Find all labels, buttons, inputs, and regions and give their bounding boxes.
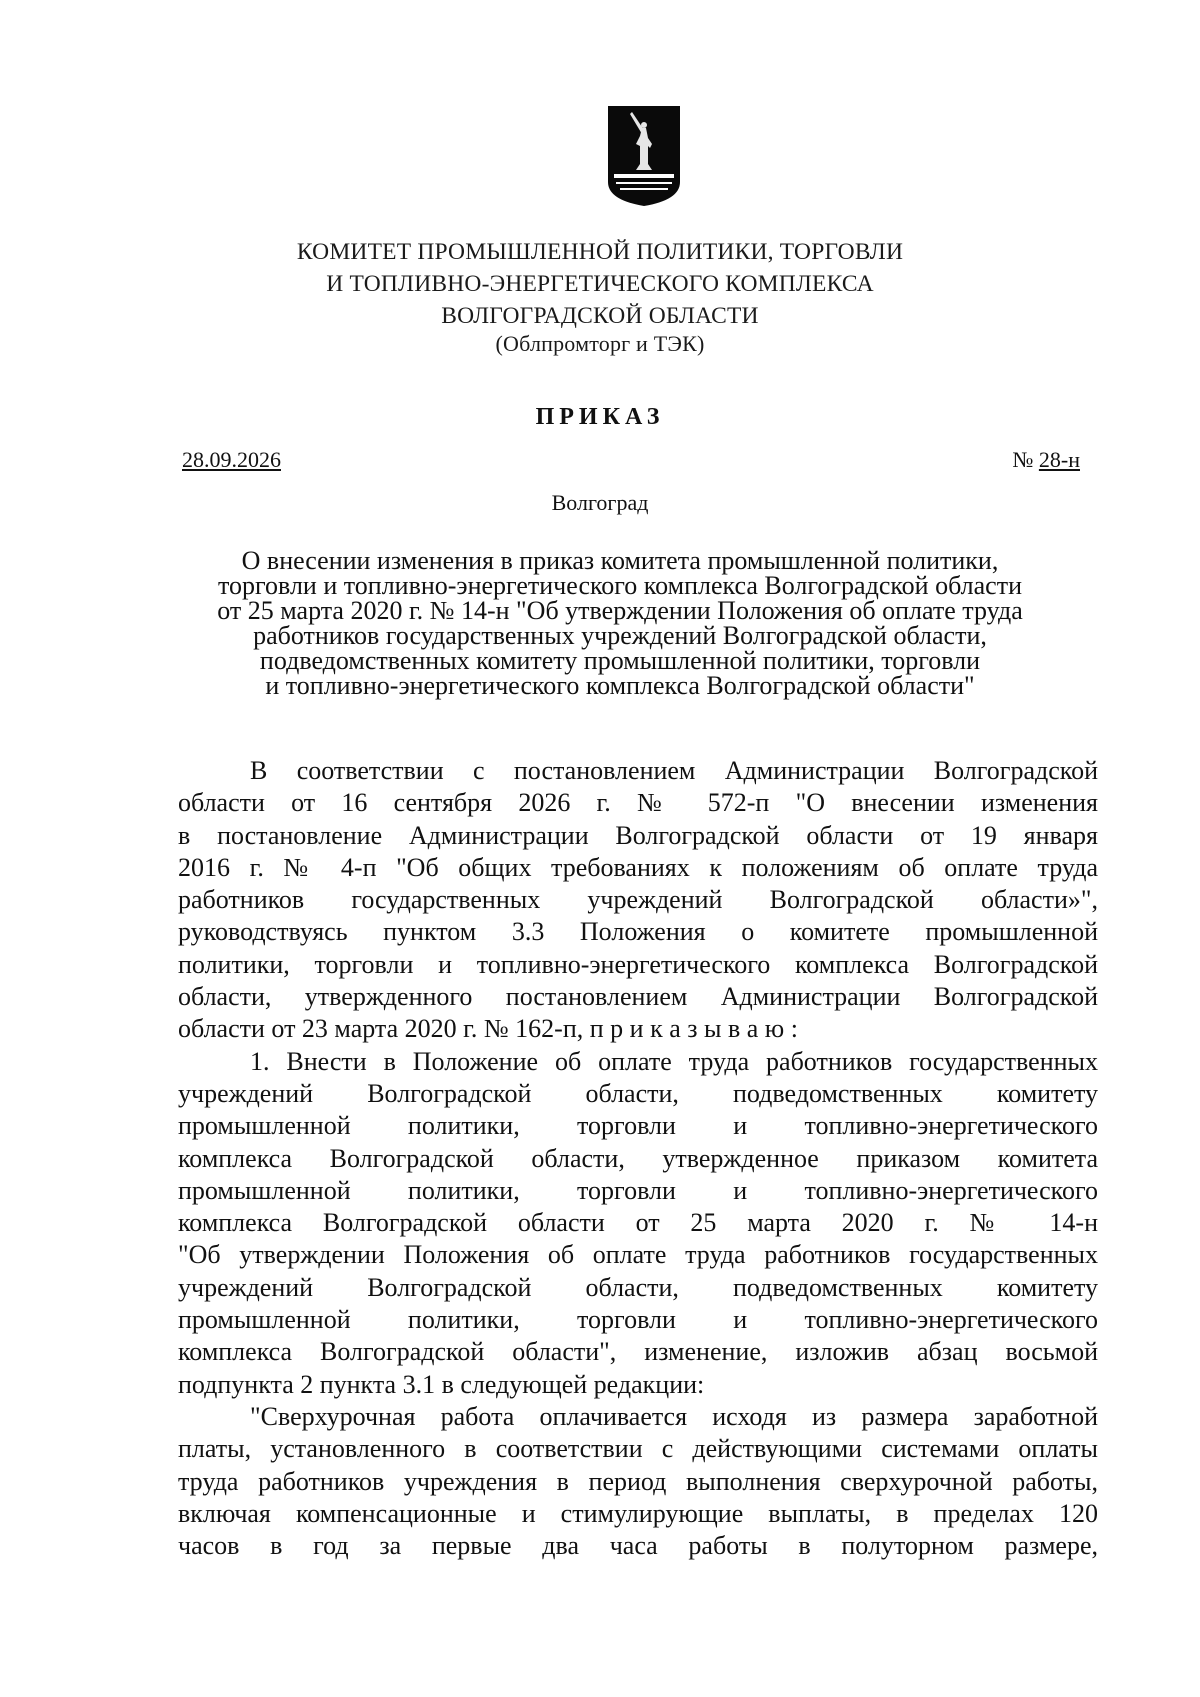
document-type-title: ПРИКАЗ <box>535 404 665 430</box>
body-line: учреждений Волгоградской области, подведомственных комитету <box>178 1078 1098 1108</box>
body-line: области, утвержденного постановлением Администрации Волгоградской <box>178 982 1098 1012</box>
body-line: подпункта 2 пункта 3.1 в следующей редакции: <box>178 1369 705 1399</box>
body-line: платы, установленного в соответствии с действующими системами оплаты <box>178 1434 1098 1464</box>
number-value: 28-н <box>1038 447 1080 472</box>
org-name-line-3: ВОЛГОГРАДСКОЙ ОБЛАСТИ <box>441 303 759 329</box>
body-line: комплекса Волгоградской области", изменение, изложив абзац восьмой <box>178 1337 1098 1367</box>
subject-line: О внесении изменения в приказ комитета промышленной политики, <box>241 546 999 575</box>
subject-line: от 25 марта 2020 г. № 14-н "Об утверждении Положения об оплате труда <box>217 596 1023 625</box>
org-name-line-2: И ТОПЛИВНО-ЭНЕРГЕТИЧЕСКОГО КОМПЛЕКСА <box>326 271 874 297</box>
subject-line: подведомственных комитету промышленной политики, торговли <box>259 646 981 675</box>
subject-line: работников государственных учреждений Волгоградской области, <box>253 621 987 650</box>
body-line: руководствуясь пунктом 3.3 Положения о комитете промышленной <box>178 917 1098 947</box>
subject-line: и топливно-энергетического комплекса Волгоградской области" <box>265 671 975 700</box>
body-line: "Сверхурочная работа оплачивается исходя из размера заработной <box>250 1401 1098 1431</box>
body-line: области от 23 марта 2020 г. № 162-п, п р и к а з ы в а ю : <box>178 1014 798 1044</box>
org-name-line-1: КОМИТЕТ ПРОМЫШЛЕННОЙ ПОЛИТИКИ, ТОРГОВЛИ <box>296 239 904 265</box>
coat-of-arms-icon <box>606 104 682 208</box>
body-line: в постановление Администрации Волгоградской области от 19 января <box>178 820 1098 850</box>
body-line: комплекса Волгоградской области от 25 марта 2020 г. № 14-н <box>178 1208 1098 1238</box>
body-line: 2016 г. № 4-п "Об общих требованиях к положениям об оплате труда <box>178 852 1098 882</box>
body-line: учреждений Волгоградской области, подведомственных комитету <box>178 1272 1098 1302</box>
org-short-name: (Облпромторг и ТЭК) <box>495 331 705 356</box>
body-line: комплекса Волгоградской области, утвержденное приказом комитета <box>178 1143 1098 1173</box>
body-line: политики, торговли и топливно-энергетического комплекса Волгоградской <box>178 949 1098 979</box>
document-number <box>1012 447 1080 473</box>
body-line: работников государственных учреждений Волгоградской области»", <box>178 885 1098 915</box>
body-line: включая компенсационные и стимулирующие выплаты, в пределах 120 <box>178 1498 1098 1528</box>
document-body <box>178 755 1098 1562</box>
body-line: "Об утверждении Положения об оплате труда работников государственных <box>178 1240 1098 1270</box>
document-city: Волгоград <box>551 490 649 515</box>
body-line: области от 16 сентября 2026 г. № 572-п "О внесении изменения <box>178 788 1098 818</box>
body-line: 1. Внести в Положение об оплате труда работников государственных <box>250 1046 1098 1076</box>
body-line: часов в год за первые два часа работы в полуторном размере, <box>178 1531 1098 1561</box>
body-line: промышленной политики, торговли и топливно-энергетического <box>178 1175 1098 1205</box>
body-line: промышленной политики, торговли и топливно-энергетического <box>178 1111 1098 1141</box>
subject-line: торговли и топливно-энергетического комплекса Волгоградской области <box>217 571 1022 600</box>
body-line: В соответствии с постановлением Администрации Волгоградской <box>250 756 1098 785</box>
number-prefix: № <box>1012 447 1034 472</box>
document-date: 28.09.2026 <box>182 447 281 472</box>
document-subject <box>180 548 1060 698</box>
body-line: промышленной политики, торговли и топливно-энергетического <box>178 1305 1098 1335</box>
body-line: труда работников учреждения в период выполнения сверхурочной работы, <box>178 1466 1098 1496</box>
